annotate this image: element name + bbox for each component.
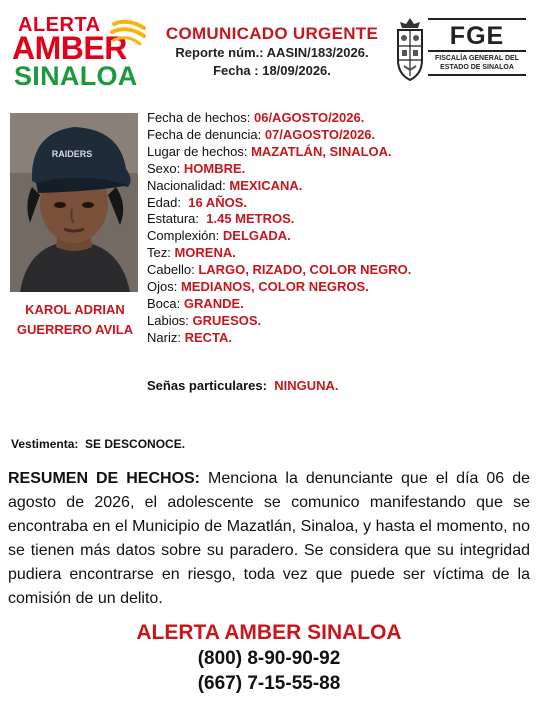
- fge-acronym: FGE: [449, 22, 505, 50]
- alerta-amber-logo: [12, 14, 144, 90]
- person-details: [147, 110, 527, 347]
- detail-value: 06/AGOSTO/2026.: [253, 110, 365, 125]
- detail-row-tez: [147, 245, 527, 262]
- detail-label: Tez:: [147, 245, 171, 261]
- fge-top-rule: [428, 18, 526, 20]
- detail-row-sexo: [147, 161, 527, 178]
- phone-number-2: (667) 7-15-55-88: [197, 673, 341, 694]
- report-date-label: Fecha :: [213, 63, 259, 78]
- detail-row-nariz: [147, 330, 527, 347]
- detail-label: Cabello:: [147, 262, 195, 278]
- detail-label: Labios:: [147, 312, 189, 328]
- summary-text: Menciona la denunciante que el día 06 de agosto de 2026, el adolescente se comunico manifestando que se encontraba en el Municipio de Mazatlán, Sinaloa, y hasta el momento, no se tienen más datos sobre su paradero. Se considera que su integridad pudiera encontrarse en riesgo, toda vez que puede ser víctima de la comisión de un delito.: [8, 470, 530, 607]
- report-date-line: [150, 62, 394, 80]
- distinguishing-marks-value: NINGUNA.: [274, 378, 339, 393]
- footer-alert-title: ALERTA AMBER SINALOA: [136, 621, 402, 644]
- detail-row-estatura: [147, 211, 527, 228]
- distinguishing-marks-label: Señas particulares:: [147, 378, 267, 393]
- detail-row-fecha-denuncia: [147, 127, 527, 144]
- detail-row-cabello: [147, 262, 527, 279]
- detail-value: DELGADA.: [222, 228, 291, 244]
- clothing: [11, 437, 185, 451]
- report-date-value: 18/09/2026.: [262, 63, 331, 78]
- detail-label: Estatura:: [147, 211, 200, 227]
- detail-label: Sexo:: [147, 160, 181, 176]
- detail-value: MEDIANOS, COLOR NEGROS.: [180, 279, 369, 295]
- phone-number-1: (800) 8-90-90-92: [197, 648, 341, 669]
- detail-value: LARGO, RIZADO, COLOR NEGRO.: [198, 262, 412, 278]
- detail-row-labios: [147, 313, 527, 330]
- report-number-label: Reporte núm.:: [175, 45, 264, 60]
- report-number-value: AASIN/183/2026.: [266, 45, 369, 60]
- detail-label: Complexión:: [147, 228, 220, 244]
- detail-value: 1.45 METROS.: [206, 211, 295, 227]
- detail-value: GRANDE.: [183, 295, 244, 311]
- sun-swoosh-icon: [110, 16, 146, 52]
- clothing-value: SE DESCONOCE.: [85, 437, 186, 451]
- clothing-label: Vestimenta:: [11, 437, 79, 451]
- detail-label: Ojos:: [147, 279, 178, 295]
- detail-row-ojos: [147, 279, 527, 296]
- detail-label: Lugar de hechos:: [147, 143, 248, 159]
- detail-label: Nacionalidad:: [147, 177, 226, 193]
- fge-name-line1: FISCALÍA GENERAL DEL: [434, 55, 519, 62]
- detail-row-complexion: [147, 228, 527, 245]
- bulletin-title: COMUNICADO URGENTE: [165, 24, 379, 43]
- logo-line-amber: AMBER: [12, 30, 127, 66]
- detail-label: Fecha de denuncia:: [147, 126, 262, 142]
- detail-value: 16 AÑOS.: [188, 194, 247, 210]
- detail-value: HOMBRE.: [183, 160, 246, 176]
- header-block: [150, 24, 394, 80]
- report-number-line: [150, 44, 394, 62]
- state-seal-icon: [394, 16, 426, 82]
- person-name-line1: KAROL ADRIAN: [25, 302, 125, 317]
- person-name: [6, 300, 144, 340]
- detail-row-fecha-hechos: [147, 110, 527, 127]
- detail-label: Boca:: [147, 295, 181, 311]
- detail-label: Fecha de hechos:: [147, 110, 251, 125]
- detail-value: 07/AGOSTO/2026.: [264, 126, 376, 142]
- fge-bottom-rule: [428, 74, 526, 76]
- missing-person-photo: [10, 113, 138, 292]
- summary-label: RESUMEN DE HECHOS:: [8, 470, 201, 487]
- summary-paragraph: [8, 467, 530, 611]
- detail-value: MORENA.: [174, 245, 236, 261]
- detail-row-boca: [147, 296, 527, 313]
- detail-row-edad: [147, 195, 527, 212]
- fge-name-line2: ESTADO DE SINALOA: [440, 64, 514, 71]
- logo-line-alerta: ALERTA: [18, 14, 101, 36]
- logo-line-sinaloa: SINALOA: [14, 61, 138, 91]
- fge-logo: [428, 18, 526, 78]
- detail-row-nacionalidad: [147, 178, 527, 195]
- fge-mid-rule: [428, 50, 526, 52]
- footer-contact: [0, 620, 538, 696]
- person-name-line2: GUERRERO AVILA: [16, 322, 134, 337]
- cap-logo-text: RAIDERS: [51, 149, 93, 159]
- detail-value: MAZATLÁN, SINALOA.: [251, 143, 392, 159]
- distinguishing-marks: [147, 378, 338, 393]
- detail-value: GRUESOS.: [192, 312, 262, 328]
- detail-label: Nariz:: [147, 329, 181, 345]
- detail-row-lugar: [147, 144, 527, 161]
- detail-value: RECTA.: [184, 329, 233, 345]
- detail-value: MEXICANA.: [229, 177, 303, 193]
- detail-label: Edad:: [147, 194, 181, 210]
